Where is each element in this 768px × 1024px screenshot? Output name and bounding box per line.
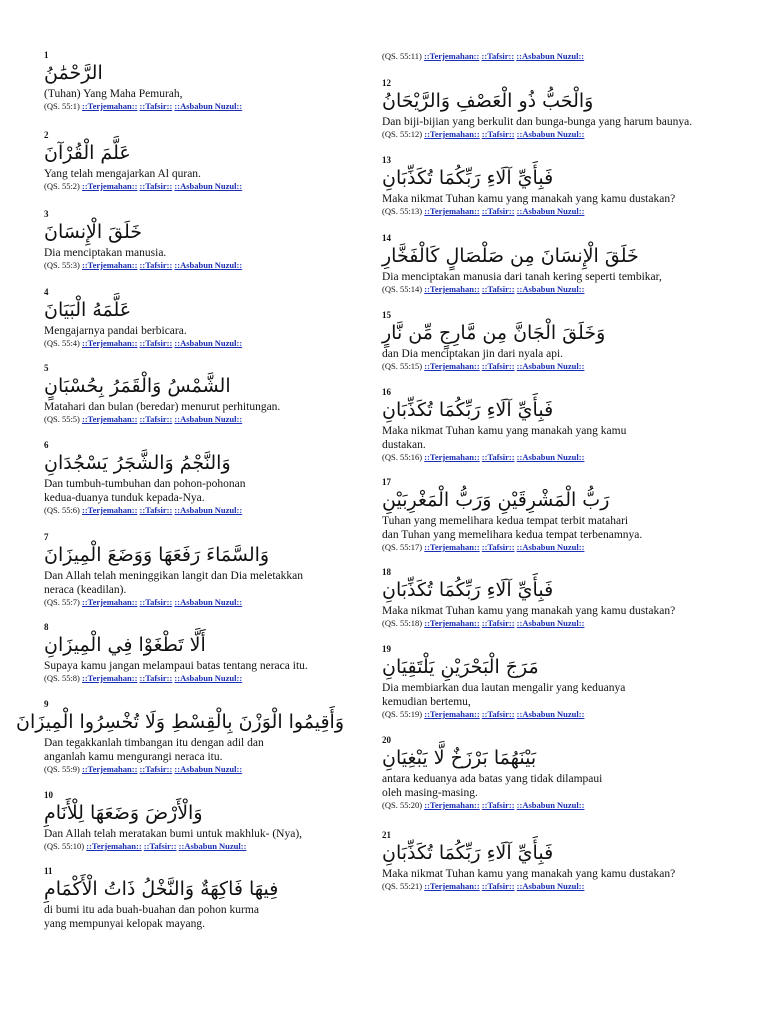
translation-text: Dia menciptakan manusia dari tanah kering seperti tembikar, bbox=[382, 271, 662, 283]
verse-block bbox=[44, 622, 344, 684]
verse-block bbox=[44, 50, 344, 112]
verse-ref: (QS. 55:2) bbox=[44, 181, 80, 191]
verse-number: 16 bbox=[382, 387, 391, 397]
translation-text: Dia menciptakan manusia. bbox=[44, 247, 167, 259]
arabic-text: وَالْأَرْضَ وَضَعَهَا لِلْأَنَامِ bbox=[44, 802, 203, 824]
asbabun-nuzul-link[interactable]: ::Asbabun Nuzul:: bbox=[516, 284, 585, 294]
verse-ref: (QS. 55:20) bbox=[382, 800, 423, 810]
terjemahan-link[interactable]: ::Terjemahan:: bbox=[424, 881, 480, 891]
terjemahan-link[interactable]: ::Terjemahan:: bbox=[82, 505, 138, 515]
verse-ref: (QS. 55:1) bbox=[44, 101, 80, 111]
verse-number: 12 bbox=[382, 78, 391, 88]
verse-number: 20 bbox=[382, 735, 391, 745]
terjemahan-link[interactable]: ::Terjemahan:: bbox=[424, 709, 480, 719]
verse-ref: (QS. 55:12) bbox=[382, 129, 423, 139]
verse-block bbox=[382, 830, 722, 892]
asbabun-nuzul-link[interactable]: ::Asbabun Nuzul:: bbox=[516, 129, 585, 139]
verse-number: 6 bbox=[44, 440, 49, 450]
verse-ref: (QS. 55:19) bbox=[382, 709, 423, 719]
terjemahan-link[interactable]: ::Terjemahan:: bbox=[424, 542, 480, 552]
asbabun-nuzul-link[interactable]: ::Asbabun Nuzul:: bbox=[516, 709, 585, 719]
tafsir-link[interactable]: ::Tafsir:: bbox=[139, 505, 173, 515]
verse-ref: (QS. 55:5) bbox=[44, 414, 80, 424]
terjemahan-link[interactable]: ::Terjemahan:: bbox=[424, 284, 480, 294]
tafsir-link[interactable]: ::Tafsir:: bbox=[139, 338, 173, 348]
translation-text: Maka nikmat Tuhan kamu yang manakah yang kamu dustakan? bbox=[382, 868, 676, 880]
tafsir-link[interactable]: ::Tafsir:: bbox=[481, 284, 515, 294]
terjemahan-link[interactable]: ::Terjemahan:: bbox=[82, 673, 138, 683]
tafsir-link[interactable]: ::Tafsir:: bbox=[143, 841, 177, 851]
asbabun-nuzul-link[interactable]: ::Asbabun Nuzul:: bbox=[516, 361, 585, 371]
verse-ref: (QS. 55:18) bbox=[382, 618, 423, 628]
reference-line bbox=[44, 338, 344, 349]
verse-ref: (QS. 55:15) bbox=[382, 361, 423, 371]
arabic-text: وَالْحَبُّ ذُو الْعَصْفِ وَالرَّيْحَانُ bbox=[382, 90, 594, 112]
asbabun-nuzul-link[interactable]: ::Asbabun Nuzul:: bbox=[174, 338, 243, 348]
terjemahan-link[interactable]: ::Terjemahan:: bbox=[82, 764, 138, 774]
translation-text: Supaya kamu jangan melampaui batas tentang neraca itu. bbox=[44, 660, 308, 672]
verse-ref: (QS. 55:8) bbox=[44, 673, 80, 683]
verse-block bbox=[382, 477, 722, 553]
arabic-text: عَلَّمَهُ الْبَيَانَ bbox=[44, 299, 132, 321]
verse-number: 21 bbox=[382, 830, 391, 840]
arabic-text: الشَّمْسُ وَالْقَمَرُ بِحُسْبَانٍ bbox=[44, 375, 231, 397]
verse-number: 10 bbox=[44, 790, 53, 800]
tafsir-link[interactable]: ::Tafsir:: bbox=[481, 618, 515, 628]
verse-ref: (QS. 55:17) bbox=[382, 542, 423, 552]
terjemahan-link[interactable]: ::Terjemahan:: bbox=[424, 361, 480, 371]
reference-line bbox=[44, 841, 344, 852]
terjemahan-link[interactable]: ::Terjemahan:: bbox=[82, 101, 138, 111]
asbabun-nuzul-link[interactable]: ::Asbabun Nuzul:: bbox=[174, 414, 243, 424]
verse-block bbox=[382, 233, 722, 295]
reference-line bbox=[382, 618, 722, 629]
asbabun-nuzul-link[interactable]: ::Asbabun Nuzul:: bbox=[516, 51, 585, 61]
verse-number: 7 bbox=[44, 532, 49, 542]
verse-ref: (QS. 55:16) bbox=[382, 452, 423, 462]
verse-number: 17 bbox=[382, 477, 391, 487]
reference-line bbox=[382, 206, 722, 217]
translation-text: Maka nikmat Tuhan kamu yang manakah yang kamu dustakan. bbox=[382, 425, 627, 451]
tafsir-link[interactable]: ::Tafsir:: bbox=[481, 452, 515, 462]
translation-text: di bumi itu ada buah-buahan dan pohon kurma yang mempunyai kelopak mayang. bbox=[44, 904, 259, 930]
reference-line bbox=[382, 800, 722, 811]
translation-text: dan Dia menciptakan jin dari nyala api. bbox=[382, 348, 564, 360]
arabic-text: خَلَقَ الْإِنسَانَ bbox=[44, 221, 143, 243]
verse-ref: (QS. 55:7) bbox=[44, 597, 80, 607]
reference-line bbox=[382, 452, 722, 463]
terjemahan-link[interactable]: ::Terjemahan:: bbox=[86, 841, 142, 851]
verse-block bbox=[382, 51, 722, 62]
verse-number: 11 bbox=[44, 866, 53, 876]
reference-line bbox=[382, 881, 722, 892]
verse-number: 4 bbox=[44, 287, 49, 297]
asbabun-nuzul-link[interactable]: ::Asbabun Nuzul:: bbox=[174, 181, 243, 191]
arabic-text: عَلَّمَ الْقُرْآنَ bbox=[44, 142, 131, 164]
verse-ref: (QS. 55:4) bbox=[44, 338, 80, 348]
translation-text: antara keduanya ada batas yang tidak dilampaui oleh masing-masing. bbox=[382, 773, 603, 799]
verse-ref: (QS. 55:9) bbox=[44, 764, 80, 774]
verse-number: 13 bbox=[382, 155, 391, 165]
terjemahan-link[interactable]: ::Terjemahan:: bbox=[82, 338, 138, 348]
verse-block bbox=[382, 155, 722, 217]
arabic-text: وَالسَّمَاءَ رَفَعَهَا وَوَضَعَ الْمِيزَانَ bbox=[44, 544, 270, 566]
reference-line bbox=[44, 673, 344, 684]
reference-line bbox=[382, 284, 722, 295]
verse-block bbox=[382, 644, 722, 720]
arabic-text: الرَّحْمَٰنُ bbox=[44, 62, 103, 84]
tafsir-link[interactable]: ::Tafsir:: bbox=[481, 129, 515, 139]
terjemahan-link[interactable]: ::Terjemahan:: bbox=[82, 414, 138, 424]
reference-line bbox=[44, 764, 344, 775]
arabic-text: فِيهَا فَاكِهَةٌ وَالنَّخْلُ ذَاتُ الْأَكْمَامِ bbox=[44, 878, 279, 900]
verse-ref: (QS. 55:6) bbox=[44, 505, 80, 515]
verse-block bbox=[44, 130, 344, 192]
asbabun-nuzul-link[interactable]: ::Asbabun Nuzul:: bbox=[174, 505, 243, 515]
asbabun-nuzul-link[interactable]: ::Asbabun Nuzul:: bbox=[174, 764, 243, 774]
asbabun-nuzul-link[interactable]: ::Asbabun Nuzul:: bbox=[174, 260, 243, 270]
terjemahan-link[interactable]: ::Terjemahan:: bbox=[82, 181, 138, 191]
verse-ref: (QS. 55:11) bbox=[382, 51, 422, 61]
asbabun-nuzul-link[interactable]: ::Asbabun Nuzul:: bbox=[516, 800, 585, 810]
reference-line bbox=[382, 361, 722, 372]
asbabun-nuzul-link[interactable]: ::Asbabun Nuzul:: bbox=[516, 618, 585, 628]
tafsir-link[interactable]: ::Tafsir:: bbox=[139, 597, 173, 607]
translation-text: Maka nikmat Tuhan kamu yang manakah yang kamu dustakan? bbox=[382, 605, 676, 617]
tafsir-link[interactable]: ::Tafsir:: bbox=[481, 361, 515, 371]
verse-block bbox=[44, 790, 344, 852]
asbabun-nuzul-link[interactable]: ::Asbabun Nuzul:: bbox=[174, 673, 243, 683]
asbabun-nuzul-link[interactable]: ::Asbabun Nuzul:: bbox=[516, 881, 585, 891]
verse-block bbox=[382, 310, 722, 372]
verse-ref: (QS. 55:3) bbox=[44, 260, 80, 270]
asbabun-nuzul-link[interactable]: ::Asbabun Nuzul:: bbox=[174, 597, 243, 607]
reference-line bbox=[382, 709, 722, 720]
translation-text: Mengajarnya pandai berbicara. bbox=[44, 325, 187, 337]
tafsir-link[interactable]: ::Tafsir:: bbox=[481, 51, 515, 61]
verse-block bbox=[44, 287, 344, 349]
arabic-text: وَأَقِيمُوا الْوَزْنَ بِالْقِسْطِ وَلَا تُخْسِرُوا الْمِيزَانَ bbox=[16, 711, 344, 733]
arabic-text: وَالنَّجْمُ وَالشَّجَرُ يَسْجُدَانِ bbox=[44, 452, 231, 474]
asbabun-nuzul-link[interactable]: ::Asbabun Nuzul:: bbox=[516, 206, 585, 216]
terjemahan-link[interactable]: ::Terjemahan:: bbox=[424, 618, 480, 628]
reference-line bbox=[44, 597, 344, 608]
verse-number: 9 bbox=[44, 699, 49, 709]
arabic-text: مَرَجَ الْبَحْرَيْنِ يَلْتَقِيَانِ bbox=[382, 656, 539, 678]
reference-line bbox=[44, 414, 344, 425]
translation-text: Dia membiarkan dua lautan mengalir yang keduanya kemudian bertemu, bbox=[382, 682, 626, 708]
terjemahan-link[interactable]: ::Terjemahan:: bbox=[424, 800, 480, 810]
translation-text: Tuhan yang memelihara kedua tempat terbit matahari dan Tuhan yang memelihara kedua tempat terbenamnya. bbox=[382, 515, 643, 541]
translation-text: Matahari dan bulan (beredar) menurut perhitungan. bbox=[44, 401, 281, 413]
asbabun-nuzul-link[interactable]: ::Asbabun Nuzul:: bbox=[516, 542, 585, 552]
verse-ref: (QS. 55:14) bbox=[382, 284, 423, 294]
verse-number: 5 bbox=[44, 363, 49, 373]
terjemahan-link[interactable]: ::Terjemahan:: bbox=[82, 260, 138, 270]
tafsir-link[interactable]: ::Tafsir:: bbox=[139, 673, 173, 683]
asbabun-nuzul-link[interactable]: ::Asbabun Nuzul:: bbox=[174, 101, 243, 111]
verse-number: 3 bbox=[44, 209, 49, 219]
arabic-text: وَخَلَقَ الْجَانَّ مِن مَّارِجٍ مِّن نَّارٍ bbox=[382, 322, 606, 344]
tafsir-link[interactable]: ::Tafsir:: bbox=[481, 709, 515, 719]
tafsir-link[interactable]: ::Tafsir:: bbox=[481, 206, 515, 216]
translation-text: Dan Allah telah meninggikan langit dan Dia meletakkan neraca (keadilan). bbox=[44, 570, 303, 596]
asbabun-nuzul-link[interactable]: ::Asbabun Nuzul:: bbox=[516, 452, 585, 462]
verse-ref: (QS. 55:13) bbox=[382, 206, 423, 216]
verse-number: 14 bbox=[382, 233, 391, 243]
translation-text: Dan tegakkanlah timbangan itu dengan adil dan anganlah kamu mengurangi neraca itu. bbox=[44, 737, 264, 763]
verse-block bbox=[16, 699, 344, 775]
verse-block bbox=[44, 209, 344, 271]
translation-text: Yang telah mengajarkan Al quran. bbox=[44, 168, 201, 180]
verse-number: 8 bbox=[44, 622, 49, 632]
tafsir-link[interactable]: ::Tafsir:: bbox=[481, 881, 515, 891]
reference-line bbox=[382, 542, 722, 553]
translation-text: Maka nikmat Tuhan kamu yang manakah yang kamu dustakan? bbox=[382, 193, 676, 205]
arabic-text: فَبِأَيِّ آلَاءِ رَبِّكُمَا تُكَذِّبَانِ bbox=[382, 399, 554, 421]
verse-number: 1 bbox=[44, 50, 49, 60]
verse-block bbox=[44, 440, 344, 516]
arabic-text: فَبِأَيِّ آلَاءِ رَبِّكُمَا تُكَذِّبَانِ bbox=[382, 579, 554, 601]
arabic-text: رَبُّ الْمَشْرِقَيْنِ وَرَبُّ الْمَغْرِبَيْنِ bbox=[382, 489, 610, 511]
reference-line bbox=[44, 505, 344, 516]
verse-ref: (QS. 55:21) bbox=[382, 881, 423, 891]
arabic-text: فَبِأَيِّ آلَاءِ رَبِّكُمَا تُكَذِّبَانِ bbox=[382, 842, 554, 864]
verse-block bbox=[382, 567, 722, 629]
verse-block bbox=[382, 387, 722, 463]
arabic-text: بَيْنَهُمَا بَرْزَخٌ لَّا يَبْغِيَانِ bbox=[382, 747, 537, 769]
verse-block bbox=[44, 866, 344, 931]
terjemahan-link[interactable]: ::Terjemahan:: bbox=[424, 206, 480, 216]
verse-block bbox=[382, 735, 722, 811]
tafsir-link[interactable]: ::Tafsir:: bbox=[139, 101, 173, 111]
tafsir-link[interactable]: ::Tafsir:: bbox=[139, 260, 173, 270]
arabic-text: فَبِأَيِّ آلَاءِ رَبِّكُمَا تُكَذِّبَانِ bbox=[382, 167, 554, 189]
arabic-text: أَلَّا تَطْغَوْا فِي الْمِيزَانِ bbox=[44, 634, 206, 656]
translation-text: Dan Allah telah meratakan bumi untuk makhluk- (Nya), bbox=[44, 828, 303, 840]
asbabun-nuzul-link[interactable]: ::Asbabun Nuzul:: bbox=[178, 841, 247, 851]
verse-number: 18 bbox=[382, 567, 391, 577]
verse-block bbox=[44, 532, 344, 608]
tafsir-link[interactable]: ::Tafsir:: bbox=[139, 414, 173, 424]
terjemahan-link[interactable]: ::Terjemahan:: bbox=[423, 51, 480, 61]
tafsir-link[interactable]: ::Tafsir:: bbox=[481, 800, 515, 810]
reference-line bbox=[382, 51, 722, 62]
tafsir-link[interactable]: ::Tafsir:: bbox=[139, 764, 173, 774]
tafsir-link[interactable]: ::Tafsir:: bbox=[139, 181, 173, 191]
verse-number: 19 bbox=[382, 644, 391, 654]
translation-text: Dan biji-bijian yang berkulit dan bunga-bunga yang harum baunya. bbox=[382, 116, 693, 128]
terjemahan-link[interactable]: ::Terjemahan:: bbox=[424, 452, 480, 462]
verse-number: 15 bbox=[382, 310, 391, 320]
verse-block bbox=[382, 78, 722, 140]
translation-text: Dan tumbuh-tumbuhan dan pohon-pohonan kedua-duanya tunduk kepada-Nya. bbox=[44, 478, 246, 504]
translation-text: (Tuhan) Yang Maha Pemurah, bbox=[44, 88, 183, 100]
reference-line bbox=[44, 260, 344, 271]
verse-number: 2 bbox=[44, 130, 49, 140]
terjemahan-link[interactable]: ::Terjemahan:: bbox=[82, 597, 138, 607]
terjemahan-link[interactable]: ::Terjemahan:: bbox=[424, 129, 480, 139]
reference-line bbox=[44, 181, 344, 192]
verse-ref: (QS. 55:10) bbox=[44, 841, 85, 851]
verse-block bbox=[44, 363, 344, 425]
arabic-text: خَلَقَ الْإِنسَانَ مِن صَلْصَالٍ كَالْفَخَّارِ bbox=[382, 245, 639, 267]
reference-line bbox=[382, 129, 722, 140]
reference-line bbox=[44, 101, 344, 112]
tafsir-link[interactable]: ::Tafsir:: bbox=[481, 542, 515, 552]
